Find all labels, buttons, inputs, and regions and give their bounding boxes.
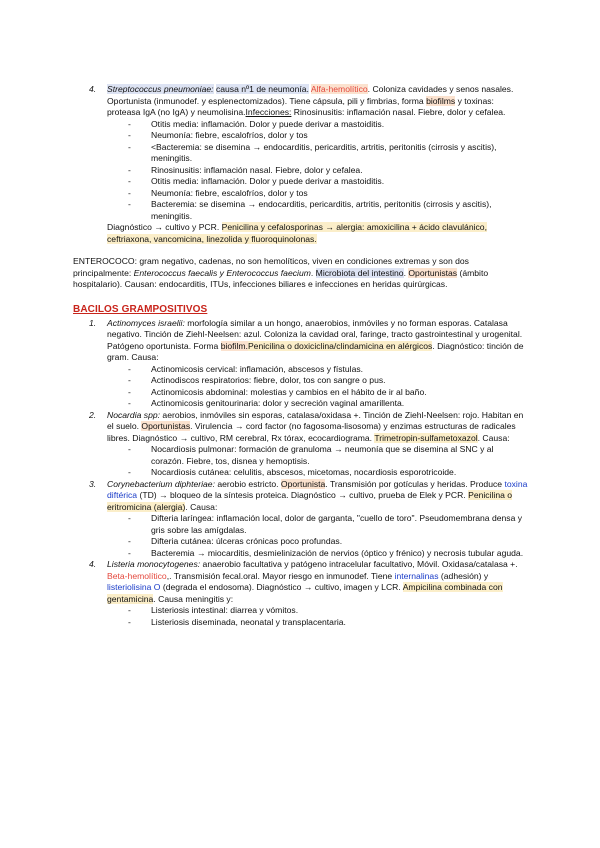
list-item: - Actinomicosis genitourinaria: dolor y secreción vaginal amarillenta. <box>128 398 405 408</box>
actinomyces-paragraph <box>107 318 524 363</box>
strep-list <box>73 119 528 223</box>
text: aerobio estricto. <box>214 478 281 489</box>
internalinas-term: internalinas <box>394 570 439 581</box>
corynebacterium-item <box>73 479 528 514</box>
list-item-text: Listeriosis intestinal: diarrea y vómitos. <box>151 605 299 615</box>
treatment-highlight: Penicilina o doxiciclina/clindamicina en alérgicos <box>247 340 433 351</box>
treatment-highlight: Trimetropin-sulfametoxazol <box>374 432 478 443</box>
list-item: - Neumonía: fiebre, escalofríos, dolor y tos <box>128 187 308 198</box>
listeria-paragraph <box>107 559 518 604</box>
strep-diagnosis <box>73 222 528 245</box>
list-item: - <Bacteremia: se disemina → endocarditis, pericarditis, artritis, peritonitis (cirrosis y ascitis), meningitis. <box>128 141 497 163</box>
list-item-text: Nocardiosis pulmonar: formación de granuloma → neumonía que se disemina al SNC y al corazón. Fiebre, tos, disnea y hemoptisis. <box>151 444 494 466</box>
list-item-text: Nocardiosis cutánea: celulitis, abscesos, micetomas, nocardiosis esporotricoide. <box>151 467 457 477</box>
list-item-text: Bacteremia: se disemina → endocarditis, pericarditis, artritis, peritonitis (cirrosis y ascitis), meningitis. <box>151 199 492 221</box>
section-title: BACILOS GRAMPOSITIVOS <box>73 303 208 315</box>
item-number: 3. <box>89 478 97 489</box>
actinomyces-list <box>73 364 528 410</box>
text: aerobios, inmóviles sin esporas, catalasa/oxidasa +. Tinción de Ziehl-Neelsen: rojo. Habitan en el suelo. <box>107 409 524 431</box>
species-name: Listeria monocytogenes: <box>107 559 201 569</box>
enterococo-paragraph <box>73 256 528 291</box>
list-item-text: Rinosinusitis: inflamación nasal. Fiebre, dolor y cefalea. <box>151 164 363 175</box>
list-item-text: Otitis media: inflamación. Dolor y puede derivar a mastoiditis. <box>151 176 385 186</box>
list-item: - Otitis media: inflamación. Dolor y puede derivar a mastoiditis. <box>128 118 385 129</box>
list-item-text: Bacteremia → miocarditis, desmielinización de nervios (óptico y frénico) y necrosis tubular aguda. <box>151 547 524 558</box>
biofilm-highlight: biofilms <box>426 95 456 106</box>
list-item: - Actinomicosis cervical: inflamación, abscesos y fístulas. <box>128 363 364 374</box>
text: . Causa: <box>477 432 510 443</box>
text: . Diagnóstico: tinción de gram. Causa: <box>107 340 524 362</box>
text: . Virulencia → cord factor (no fagosoma-lisosoma) y enzimas estructuras de radicales libres. Diagnóstico → cultivo, RM cerebral, Rx tórax, ecocardiograma. <box>107 421 516 443</box>
listeriolisina-term: listeriolisina O <box>107 582 161 592</box>
infecciones-label: Infecciones: <box>245 107 292 117</box>
strep-paragraph <box>107 84 513 117</box>
treatment-highlight: Penicilina y cefalosporinas → alergia: amoxicilina + ácido clavulánico, ceftriaxona, vancomicina, linezolida y fluoroquinolonas. <box>107 222 487 244</box>
list-item-text: Actinomicosis cervical: inflamación, abscesos y fístulas. <box>151 363 364 374</box>
text: morfología similar a un hongo, anaerobios, inmóviles y no forman esporas. Catalasa negativo. Tinción de Ziehl-Neelsen: azul. Coloniza la cavidad oral, faringe, tracto gastrointestinal y urogenital. Patógeno oportunista. Forma <box>107 317 523 351</box>
list-item-text: Neumonía: fiebre, escalofríos, dolor y tos <box>151 130 308 140</box>
beta-hemolytic: Beta-hemolítico <box>107 570 167 581</box>
text: anaerobio facultativa y patógeno intracelular facultativo, Móvil. Oxidasa/catalasa +. <box>200 559 518 569</box>
listeria-item <box>73 559 528 605</box>
text: . Transmisión por gotículas y heridas. Produce <box>325 478 505 489</box>
text: (TD) → bloqueo de la síntesis proteica. Diagnóstico → cultivo, prueba de Elek y PCR. <box>137 490 469 500</box>
text: (degrada el endosoma). Diagnóstico → cultivo, imagen y LCR. <box>160 582 403 592</box>
text: (adhesión) y <box>438 570 489 581</box>
text: Diagnóstico → cultivo y PCR. <box>107 222 222 232</box>
species-name: Nocardia spp: <box>107 409 161 420</box>
highlight-cause: causa nº1 de neumonía. <box>215 84 309 94</box>
notes-content <box>73 84 528 628</box>
nocardia-paragraph <box>107 410 523 443</box>
item-number: 1. <box>89 317 97 328</box>
list-item: - Bacteremia: se disemina → endocarditis, pericarditis, artritis, peritonitis (cirrosis y ascitis), meningitis. <box>128 199 492 221</box>
item-number: 4. <box>89 559 97 569</box>
text: ,. Transmisión fecal.oral. Mayor riesgo en inmunodef. Tiene <box>166 570 395 581</box>
list-item-text: Listeriosis diseminada, neonatal y transplacentaria. <box>151 616 346 627</box>
list-item: - Rinosinusitis: inflamación nasal. Fiebre, dolor y cefalea. <box>128 164 363 175</box>
species-name: Actinomyces israelii: <box>107 317 185 328</box>
oportunista-highlight: Oportunista <box>280 478 326 489</box>
text: y toxinas: proteasa IgA (no IgA) y neumolisina. <box>107 95 494 117</box>
list-item-text: Actinomicosis genitourinaria: dolor y secreción vaginal amarillenta. <box>151 398 405 408</box>
text: Rinosinusitis: inflamación nasal. Fiebre, dolor y cefalea. <box>291 107 506 117</box>
item-number: 2. <box>89 409 97 420</box>
treatment-highlight: Ampicilina combinada con gentamicina <box>107 582 503 604</box>
list-item-text: Neumonía: fiebre, escalofríos, dolor y tos <box>151 187 308 198</box>
text: (ámbito hospitalario). Causan: endocarditis, ITUs, infecciones biliares e infecciones en heridas quirúrgicas. <box>73 267 489 289</box>
list-item-text: Difteria laríngea: inflamación local, dolor de garganta, "cuello de toro". Pseudomembrana densa y gris sobre las amígdalas. <box>151 513 523 535</box>
list-item: - Bacteremia → miocarditis, desmielinización de nervios (óptico y frénico) y necrosis tubular aguda. <box>128 547 524 558</box>
list-item: - Listeriosis diseminada, neonatal y transplacentaria. <box>128 616 346 627</box>
text: ENTEROCOCO: gram negativo, cadenas, no son hemolíticos, viven en condiciones extremas y son dos principalmente: <box>73 256 469 278</box>
actinomyces-item <box>73 318 528 364</box>
oportunistas-highlight: Oportunistas <box>408 267 458 278</box>
list-item: - Difteria laríngea: inflamación local, dolor de garganta, "cuello de toro". Pseudomembrana densa y gris sobre las amígdalas. <box>128 513 523 535</box>
treatment-highlight: Penicilina o eritromicina (alergia) <box>107 490 513 512</box>
species-name: Corynebacterium diphteriae: <box>107 478 215 489</box>
toxin-term: toxina diftérica <box>107 478 528 500</box>
list-item-text: Difteria cutánea: úlceras crónicas poco profundas. <box>151 536 343 546</box>
list-item: - Actinodiscos respiratorios: fiebre, dolor, tos con sangre o pus. <box>128 375 386 385</box>
strep-item <box>73 84 528 119</box>
text: . Causa meningitis y: <box>153 593 234 604</box>
list-item-text: Actinodiscos respiratorios: fiebre, dolor, tos con sangre o pus. <box>151 375 386 385</box>
species-name: Streptococcus pneumoniae: <box>107 84 214 94</box>
list-item: - Difteria cutánea: úlceras crónicas poco profundas. <box>128 536 343 546</box>
list-item-text: Actinomicosis abdominal: molestias y cambios en el hábito de ir al baño. <box>151 386 427 397</box>
corynebacterium-paragraph <box>107 479 527 512</box>
text: . <box>403 267 409 278</box>
species-name: Enterococcus faecalis y Enterococcus faecium <box>133 267 311 278</box>
alpha-hemolytic: Alfa-hemolítico <box>310 84 368 94</box>
list-item-text: <Bacteremia: se disemina → endocarditis, pericarditis, artritis, peritonitis (cirrosis y ascitis), meningitis. <box>151 141 497 163</box>
nocardia-item <box>73 410 528 445</box>
biofilm-highlight: biofilm. <box>220 340 248 351</box>
oportunistas-highlight: Oportunistas <box>141 421 191 431</box>
item-number: 4. <box>89 84 97 94</box>
listeria-list <box>73 605 528 628</box>
list-item: - Nocardiosis pulmonar: formación de granuloma → neumonía que se disemina al SNC y al corazón. Fiebre, tos, disnea y hemoptisis. <box>128 444 494 466</box>
list-item-text: Otitis media: inflamación. Dolor y puede derivar a mastoiditis. <box>151 118 385 129</box>
list-item: - Listeriosis intestinal: diarrea y vómitos. <box>128 605 299 615</box>
corynebacterium-list <box>73 513 528 559</box>
list-item: - Nocardiosis cutánea: celulitis, abscesos, micetomas, nocardiosis esporotricoide. <box>128 467 457 477</box>
text: . Causa: <box>185 501 218 512</box>
microbiota-highlight: Microbiota del intestino <box>315 267 404 278</box>
list-item: - Actinomicosis abdominal: molestias y cambios en el hábito de ir al baño. <box>128 386 427 397</box>
text: . <box>310 267 316 278</box>
nocardia-list <box>73 444 528 479</box>
text: . Coloniza cavidades y senos nasales. Oportunista (inmunodef. y esplenectomizados). Tiene cápsula, pili y fimbrias, forma <box>107 84 514 106</box>
list-item: - Otitis media: inflamación. Dolor y puede derivar a mastoiditis. <box>128 176 385 186</box>
list-item: - Neumonía: fiebre, escalofríos, dolor y tos <box>128 130 308 140</box>
